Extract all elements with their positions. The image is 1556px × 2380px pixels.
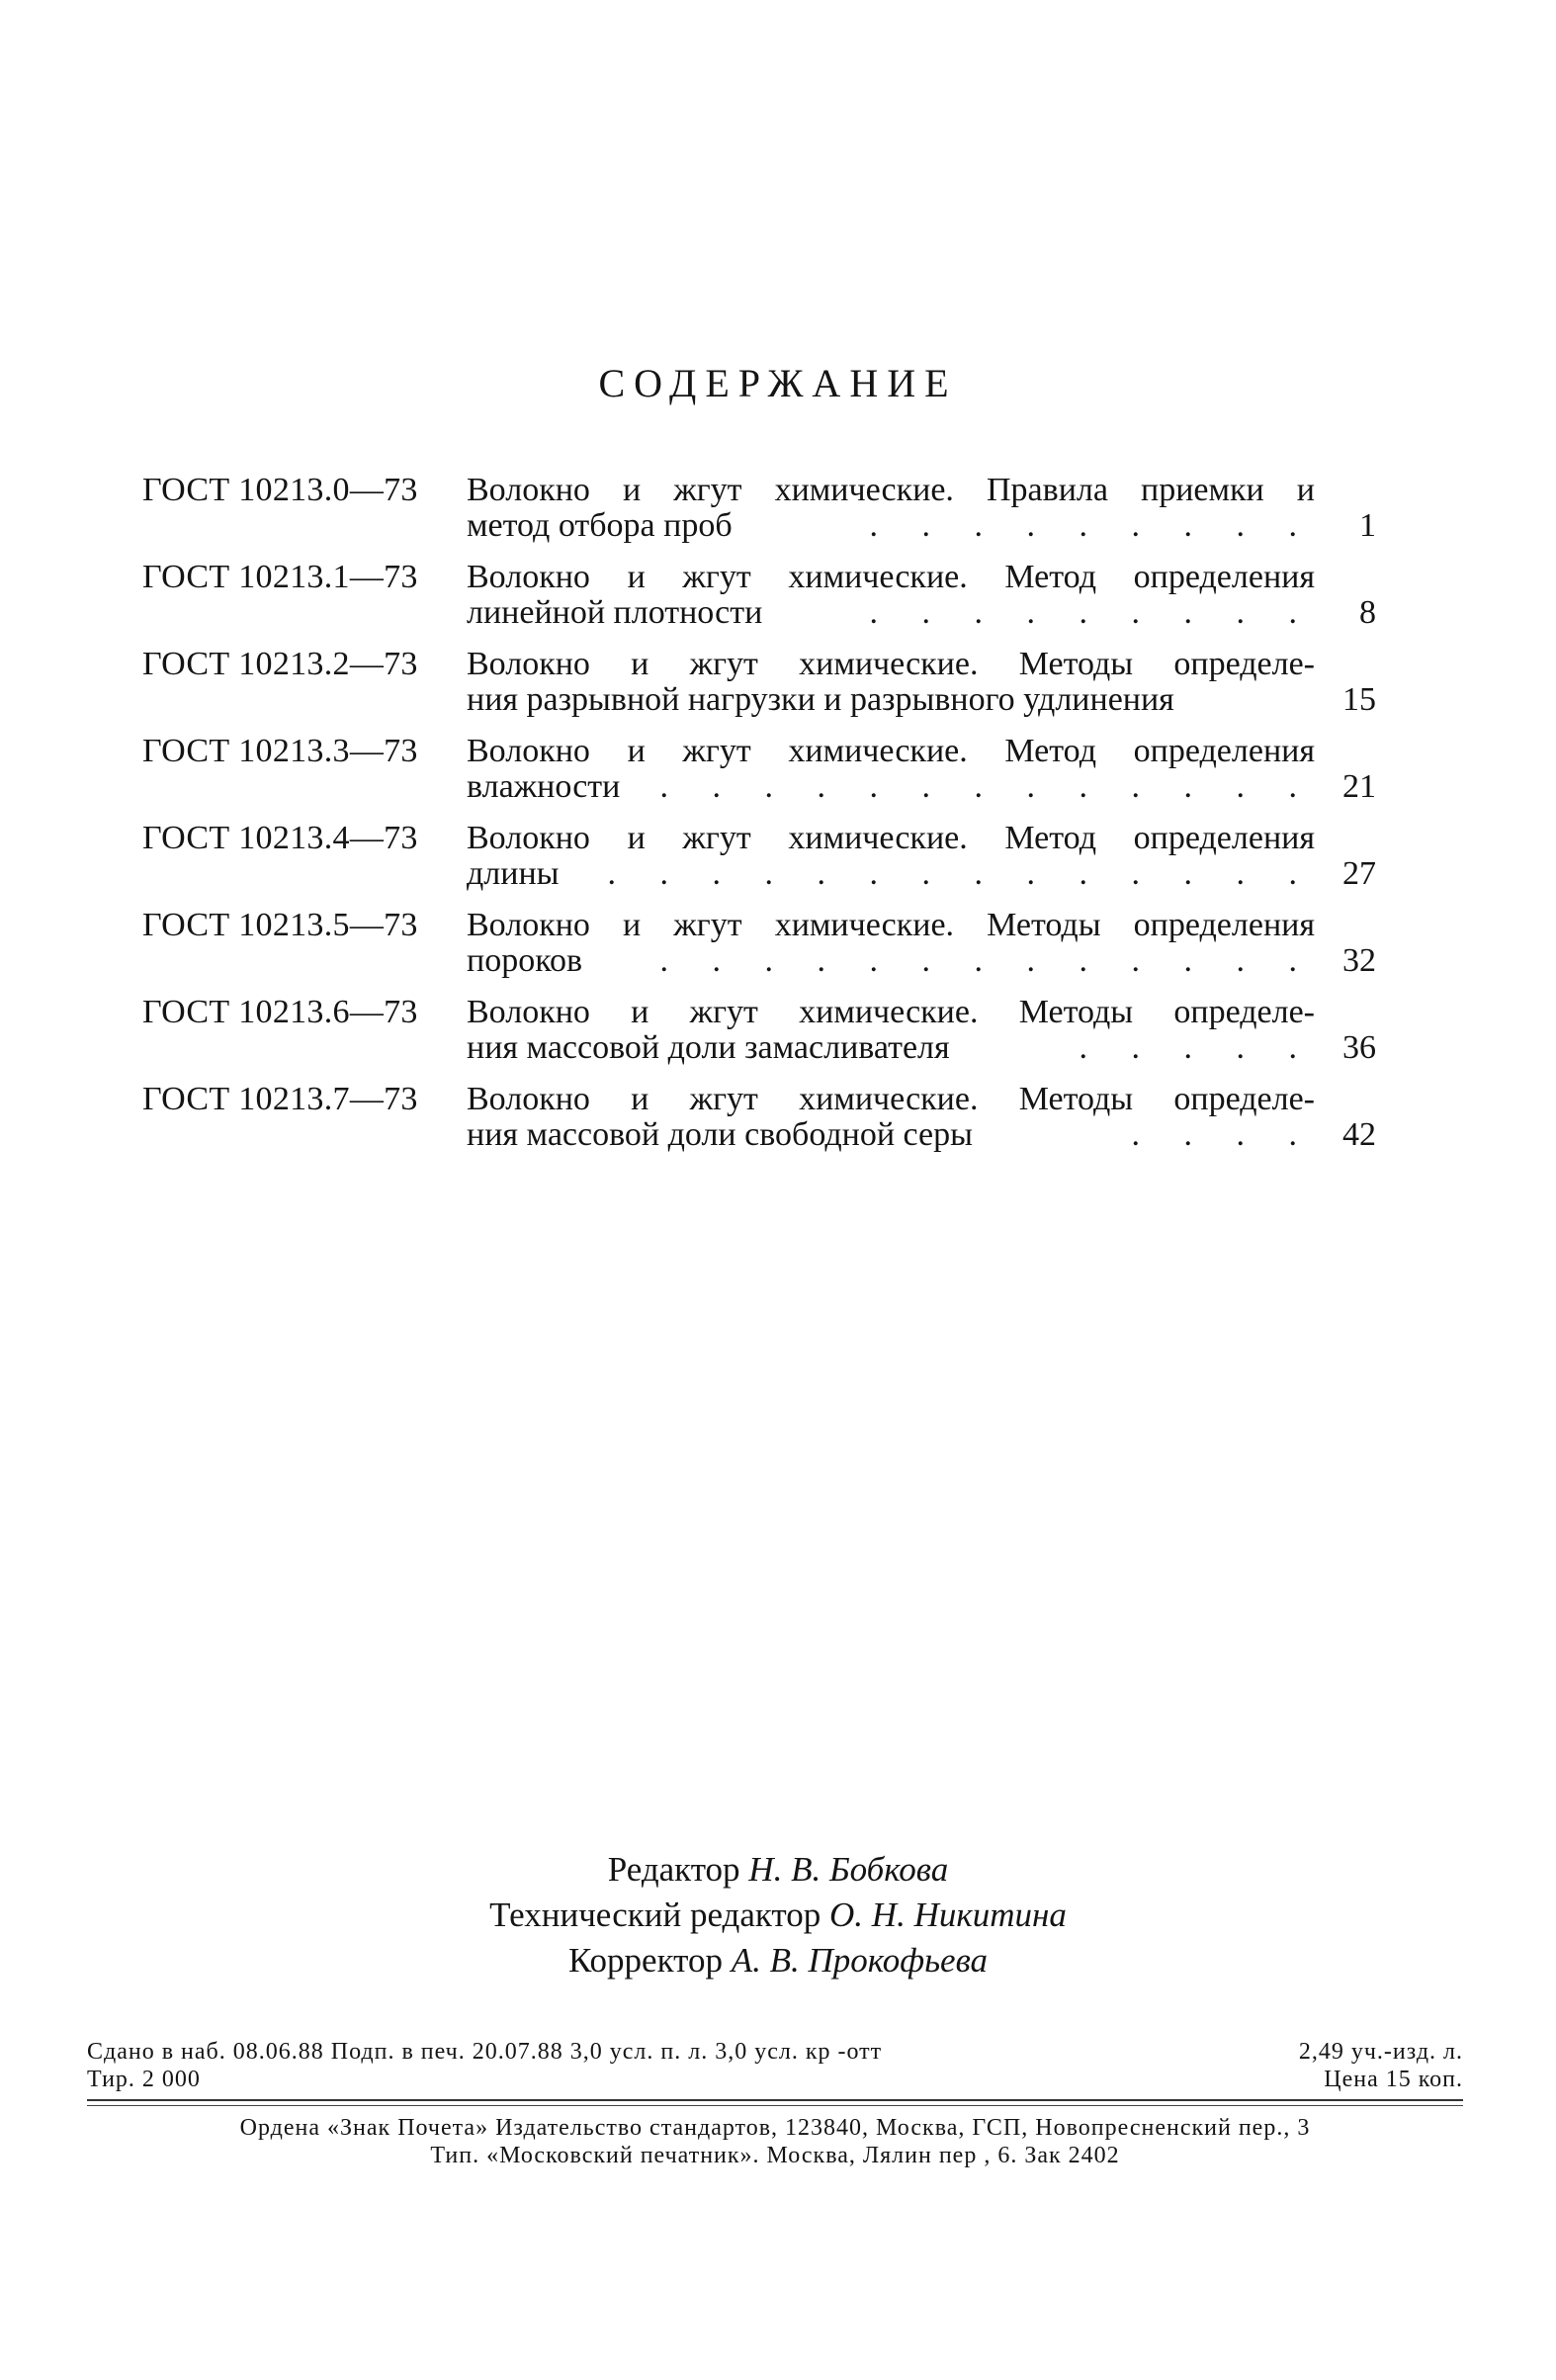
toc-entry (142, 734, 1378, 821)
credit-name: Н. В. Бобкова (748, 1850, 949, 1889)
imprint-publisher: Ордена «Знак Почета» Издательство стандартов, 123840, Москва, ГСП, Новопресненский пер., 3 (239, 2115, 1311, 2141)
toc-entry (142, 473, 1378, 560)
toc-entry-line2-row (467, 1117, 1315, 1153)
imprint-row (87, 2066, 1463, 2093)
contents-title: СОДЕРЖАНИЕ (598, 361, 958, 405)
credit-role: Корректор (567, 1941, 723, 1980)
toc-entry-description (467, 1082, 1315, 1153)
toc-entry-code: ГОСТ 10213.6—73 (142, 994, 418, 1030)
toc-entry-line1: Волокно и жгут химические. Методы определе- (467, 647, 1315, 682)
toc-entry (142, 995, 1378, 1082)
toc-entry-line2-row (467, 769, 1315, 805)
toc-entry-description (467, 995, 1315, 1066)
toc-entry-line2-row (467, 856, 1315, 892)
toc-entry-page: 32 (1342, 942, 1376, 979)
toc-entry-code: ГОСТ 10213.1—73 (142, 559, 418, 595)
toc-entry-description (467, 821, 1315, 892)
toc-entry-code: ГОСТ 10213.0—73 (142, 472, 418, 508)
imprint-divider (87, 2099, 1463, 2101)
toc-leader-dots: . . . . . . . . . (869, 595, 1315, 631)
toc-entry-code: ГОСТ 10213.2—73 (142, 646, 418, 682)
toc-entry-line2: пороков (467, 943, 583, 979)
toc-entry-line2: линейной плотности (467, 595, 763, 631)
toc-leader-dots: . . . . . . . . . . . . . . (607, 856, 1315, 892)
toc-leader-dots: . . . . . . . . . . . . . (659, 943, 1315, 979)
toc-entry-line1: Волокно и жгут химические. Метод определения (467, 821, 1315, 856)
toc-leader-dots (1182, 682, 1315, 718)
toc-entry-line2: длины (467, 856, 560, 892)
toc-entry-line2: ния разрывной нагрузки и разрывного удлинения (467, 682, 1174, 718)
credit-name: О. Н. Никитина (829, 1895, 1067, 1934)
toc-entry-line1: Волокно и жгут химические. Методы определе- (467, 995, 1315, 1030)
toc-entry-line2: ния массовой доли замасливателя (467, 1030, 950, 1066)
credit-name: А. В. Прокофьева (731, 1941, 989, 1980)
toc-entry-line2-row (467, 508, 1315, 544)
imprint-print-dates: Сдано в наб. 08.06.88 Подп. в печ. 20.07.88 3,0 усл. п. л. 3,0 усл. кр -отт (87, 2039, 883, 2065)
toc-leader-dots: . . . . . . . . . . . . . (659, 769, 1315, 805)
toc-entry-code: ГОСТ 10213.4—73 (142, 820, 418, 856)
toc-entry-page: 15 (1342, 681, 1376, 718)
toc-entry-page: 21 (1342, 768, 1376, 805)
credit-role: Редактор (607, 1850, 740, 1889)
imprint-row (87, 2038, 1463, 2066)
toc-entry (142, 821, 1378, 908)
imprint-circulation: Тир. 2 000 (87, 2067, 201, 2092)
credit-technical-editor (0, 1893, 1556, 1938)
toc-entry-page: 27 (1342, 855, 1376, 892)
toc-entry-page: 1 (1359, 507, 1376, 544)
table-of-contents (142, 473, 1378, 1169)
credit-proofreader (0, 1938, 1556, 1983)
imprint-divider (87, 2105, 1463, 2106)
toc-entry-line1: Волокно и жгут химические. Метод определения (467, 734, 1315, 769)
toc-entry-line2-row (467, 595, 1315, 631)
toc-entry-line2: метод отбора проб (467, 508, 733, 544)
toc-entry-description (467, 473, 1315, 544)
imprint-block (87, 2038, 1463, 2169)
toc-entry (142, 560, 1378, 647)
toc-entry-code: ГОСТ 10213.3—73 (142, 733, 418, 769)
toc-entry-line2-row (467, 682, 1315, 718)
toc-entry-line1: Волокно и жгут химические. Правила приемки и (467, 473, 1315, 508)
toc-entry-line2-row (467, 1030, 1315, 1066)
toc-entry-code: ГОСТ 10213.7—73 (142, 1081, 418, 1117)
imprint-volume: 2,49 уч.-изд. л. (1298, 2039, 1463, 2065)
credit-editor (0, 1847, 1556, 1893)
toc-entry-description (467, 734, 1315, 805)
toc-entry-line2: ния массовой доли свободной серы (467, 1117, 973, 1153)
toc-entry (142, 647, 1378, 734)
credit-role: Технический редактор (489, 1895, 821, 1934)
toc-entry-description (467, 647, 1315, 718)
editorial-credits (0, 1847, 1556, 1983)
toc-entry-line1: Волокно и жгут химические. Метод определения (467, 560, 1315, 595)
imprint-printer: Тип. «Московский печатник». Москва, Лялин пер , 6. Зак 2402 (430, 2143, 1120, 2168)
toc-entry-line1: Волокно и жгут химические. Методы определе- (467, 1082, 1315, 1117)
toc-leader-dots: . . . . . (1079, 1030, 1315, 1066)
toc-entry (142, 1082, 1378, 1169)
toc-entry-line2: влажности (467, 769, 621, 805)
toc-leader-dots: . . . . (1131, 1117, 1315, 1153)
toc-entry-line1: Волокно и жгут химические. Методы определения (467, 908, 1315, 943)
toc-entry-page: 8 (1359, 594, 1376, 631)
toc-entry-page: 36 (1342, 1029, 1376, 1066)
toc-entry (142, 908, 1378, 995)
toc-entry-page: 42 (1342, 1116, 1376, 1153)
toc-entry-code: ГОСТ 10213.5—73 (142, 907, 418, 943)
toc-entry-line2-row (467, 943, 1315, 979)
toc-entry-description (467, 560, 1315, 631)
toc-entry-description (467, 908, 1315, 979)
imprint-price: Цена 15 коп. (1324, 2067, 1463, 2092)
toc-leader-dots: . . . . . . . . . (869, 508, 1315, 544)
